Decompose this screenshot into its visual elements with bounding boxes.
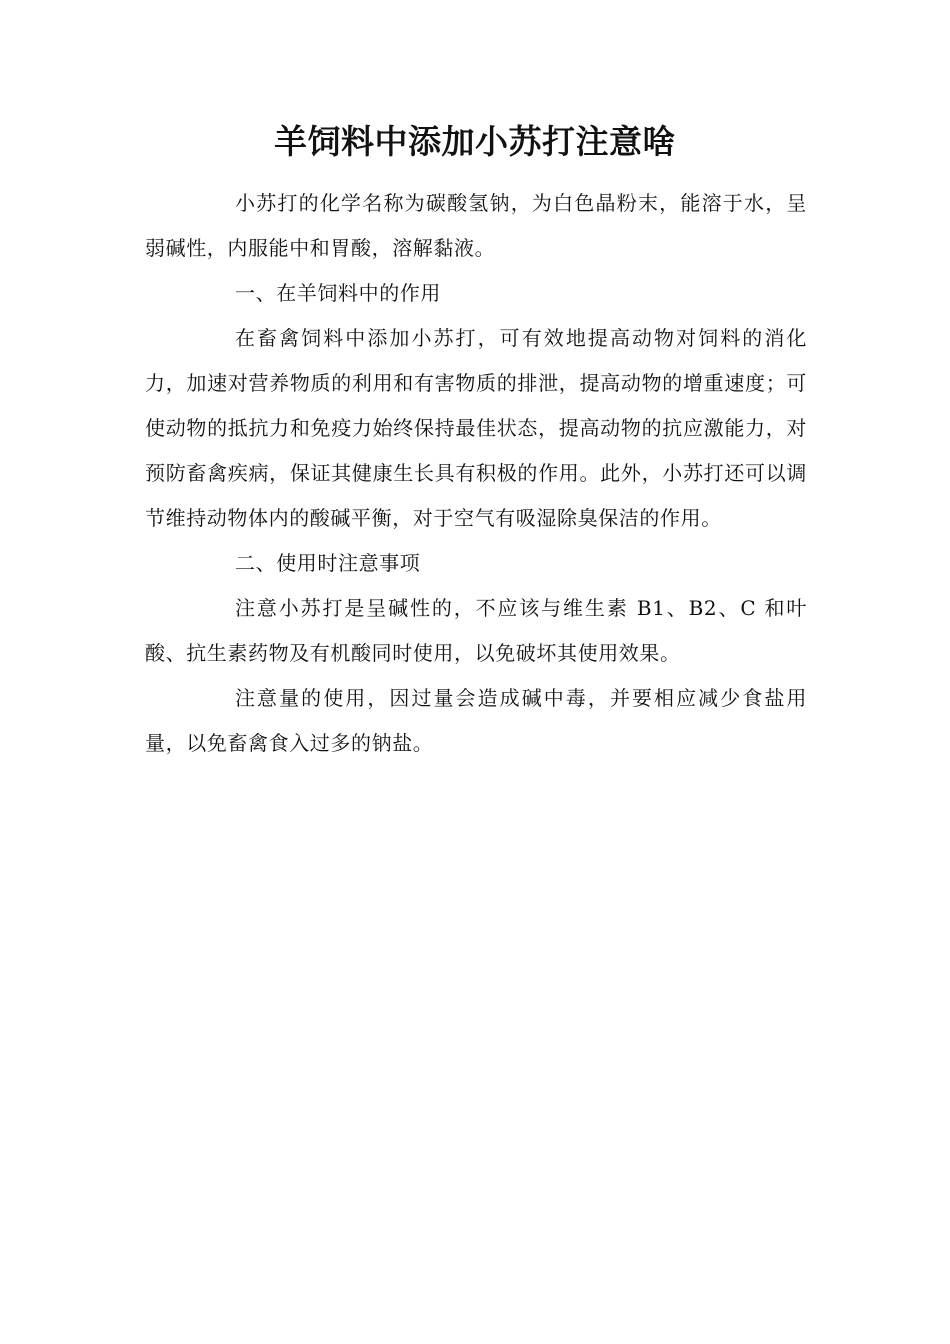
section-heading-precautions: 二、使用时注意事项 (235, 551, 421, 575)
document-body (145, 181, 807, 766)
role-paragraph: 在畜禽饲料中添加小苏打，可有效地提高动物对饲料的消化力，加速对营养物质的利用和有害物质的排泄，提高动物的增重速度；可使动物的抵抗力和免疫力始终保持最佳状态，提高动物的抗应激能力，对预防畜禽疾病，保证其健康生长具有积极的作用。此外，小苏打还可以调节维持动物体内的酸碱平衡，对于空气有吸湿除臭保洁的作用。 (145, 326, 807, 530)
section-heading-role: 一、在羊饲料中的作用 (235, 281, 441, 305)
intro-paragraph: 小苏打的化学名称为碳酸氢钠，为白色晶粉末，能溶于水，呈弱碱性，内服能中和胃酸，溶解黏液。 (145, 191, 807, 260)
precaution-paragraph-1: 注意小苏打是呈碱性的，不应该与维生素 B1、B2、C 和叶酸、抗生素药物及有机酸同时使用，以免破坏其使用效果。 (145, 596, 807, 665)
document-title: 羊饲料中添加小苏打注意啥 (274, 122, 676, 161)
precaution-paragraph-2: 注意量的使用，因过量会造成碱中毒，并要相应减少食盐用量，以免畜禽食入过多的钠盐。 (145, 686, 807, 755)
